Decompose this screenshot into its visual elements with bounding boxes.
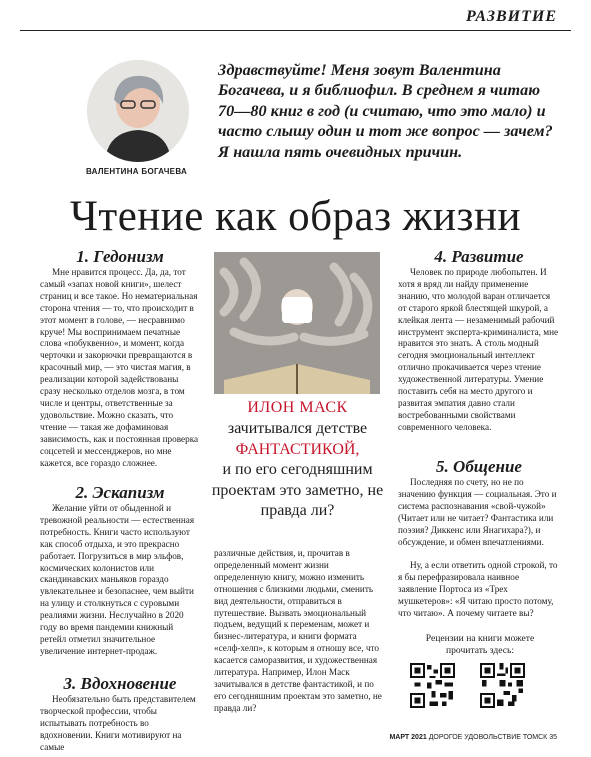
paragraph-inspiration: Необязательно быть представителем творческой профессии, чтобы испытывать потребность во вдохновении. Книги мотивируют на самые: [40, 694, 196, 752]
heading-communication: 5. Общение: [436, 457, 522, 476]
heading-hedonism: 1. Гедонизм: [76, 247, 164, 266]
column-left-3: [40, 674, 200, 754]
reviews-caption: Рецензии на книги можете прочитать здесь:: [425, 633, 535, 656]
header-rule: [20, 30, 571, 31]
column-left-2: [40, 483, 200, 658]
quote-line-1: зачитывался детстве: [227, 420, 368, 437]
page-footer: [389, 734, 557, 741]
author-photo: [87, 60, 189, 162]
paragraph-middle: различные действия, и, прочитав в определенный момент жизни определенную книгу, можно изменить отношения с близкими людьми, сменить вид деятельности, отправиться в путешествие. Вызвать эмоциональный подъем, ведущий к переменам, может и бизнес-литература, и книги формата «селф-хелп», к которым я отношу все, что касается саморазвития, и художественная литература. Например, Илон Маск зачитывался в детстве фантастикой, и по его сегодняшним проектам это заметно, не правда ли?: [214, 548, 382, 713]
article-title: Чтение как образ жизни: [69, 193, 522, 240]
paragraph-conclusion: Ну, а если ответить одной строкой, то я бы перефразировала наивное заявление Портоса из «Трех мушкетеров»: «Я читаю просто потому, что читаю». А почему читаете вы?: [398, 560, 558, 619]
paragraph-escapism: Желание уйти от обыденной и тревожной реальности — естественная потребность. Книги часто используют как способ отдыха, и это прекрасно работает. Погрузиться в мир эльфов, космических колонистов или скандинавских маньяков гораздо увлекательнее и безопаснее, чем выйти на улицу и столкнуться с суровыми реалиями жизни. Неслучайно в 2020 году во время пандемии книжный ретейл отметил значительное увеличение интернет-продаж.: [40, 503, 195, 656]
footer-city: ТОМСК: [522, 734, 548, 741]
column-right: [398, 247, 560, 434]
author-name: ВАЛЕНТИНА БОГАЧЕВА: [86, 167, 188, 176]
paragraph-communication: Последняя по счету, но не по значению функция — социальная. Это и система распознавания «свой-чужой» (Читает или не читает? Фантастика или поэзия? Диккенс или Янагихара?), и обсуждение, и обмен впечатлениями.: [398, 477, 557, 547]
footer-magazine: ДОРОГОЕ УДОВОЛЬСТВИЕ: [428, 734, 521, 741]
paragraph-development: Человек по природе любопытен. И хотя я вряд ли найду применение знанию, что молодой варан отличается от старого яркой блестящей шкурой, а клейкая лента — незаменимый рабочий инструмент эксперта-криминалиста, мне нравится это знать. А столь модный сегодня эмоциональный интеллект отлично прокачивается через чтение художественной литературы. Умение поставить себя на место другого и развитая эмпатия давно стали востребованными свойствами современного человека.: [398, 267, 559, 432]
pull-quote: [210, 419, 385, 522]
reading-photo: [214, 252, 380, 394]
page-number: 35: [549, 734, 557, 741]
qr-code-icon[interactable]: [480, 663, 525, 708]
column-left: [40, 247, 200, 469]
paragraph-hedonism: Мне нравится процесс. Да, да, тот самый «запах новой книги», шелест страниц и все такое. Но нематериальная сторона чтения — то, что происходит в этот момент в голове, — несравнимо круче! Мы воспринимаем печатные слова «побуквенно», и момент, когда черточки и закорючки превращаются в красочный мир, — это чистая магия, в реализации которой задействованы сразу несколько отделов мозга, в том числе и центры, ответственные за удовольствие. Можно сказать, что чтение — такая же дофаминовая зависимость, как и постоянная проверка соцсетей и мессенджеров, но мне кажется, все гораздо сложнее.: [40, 267, 199, 468]
quote-line-2: и по его сегодняшним проектам это заметно, не правда ли?: [211, 461, 384, 519]
heading-inspiration: 3. Вдохновение: [63, 674, 177, 693]
qr-code-icon[interactable]: [410, 663, 455, 708]
quote-name: ИЛОН МАСК: [247, 399, 348, 416]
heading-development: 4. Развитие: [434, 247, 524, 266]
footer-date: МАРТ 2021: [389, 734, 427, 741]
lead-paragraph: Здравствуйте! Меня зовут Валентина Богачева, и я библиофил. В среднем я читаю 70—80 книг в год (и считаю, что это мало) и часто слышу один и тот же вопрос — зачем? Я нашла пять очевидных причин.: [218, 61, 553, 161]
heading-escapism: 2. Эскапизм: [75, 483, 165, 502]
column-right-2: [398, 457, 560, 620]
column-middle: [214, 548, 382, 715]
quote-highlight: ФАНТАСТИКОЙ,: [235, 440, 360, 458]
section-label: РАЗВИТИЕ: [466, 8, 557, 25]
